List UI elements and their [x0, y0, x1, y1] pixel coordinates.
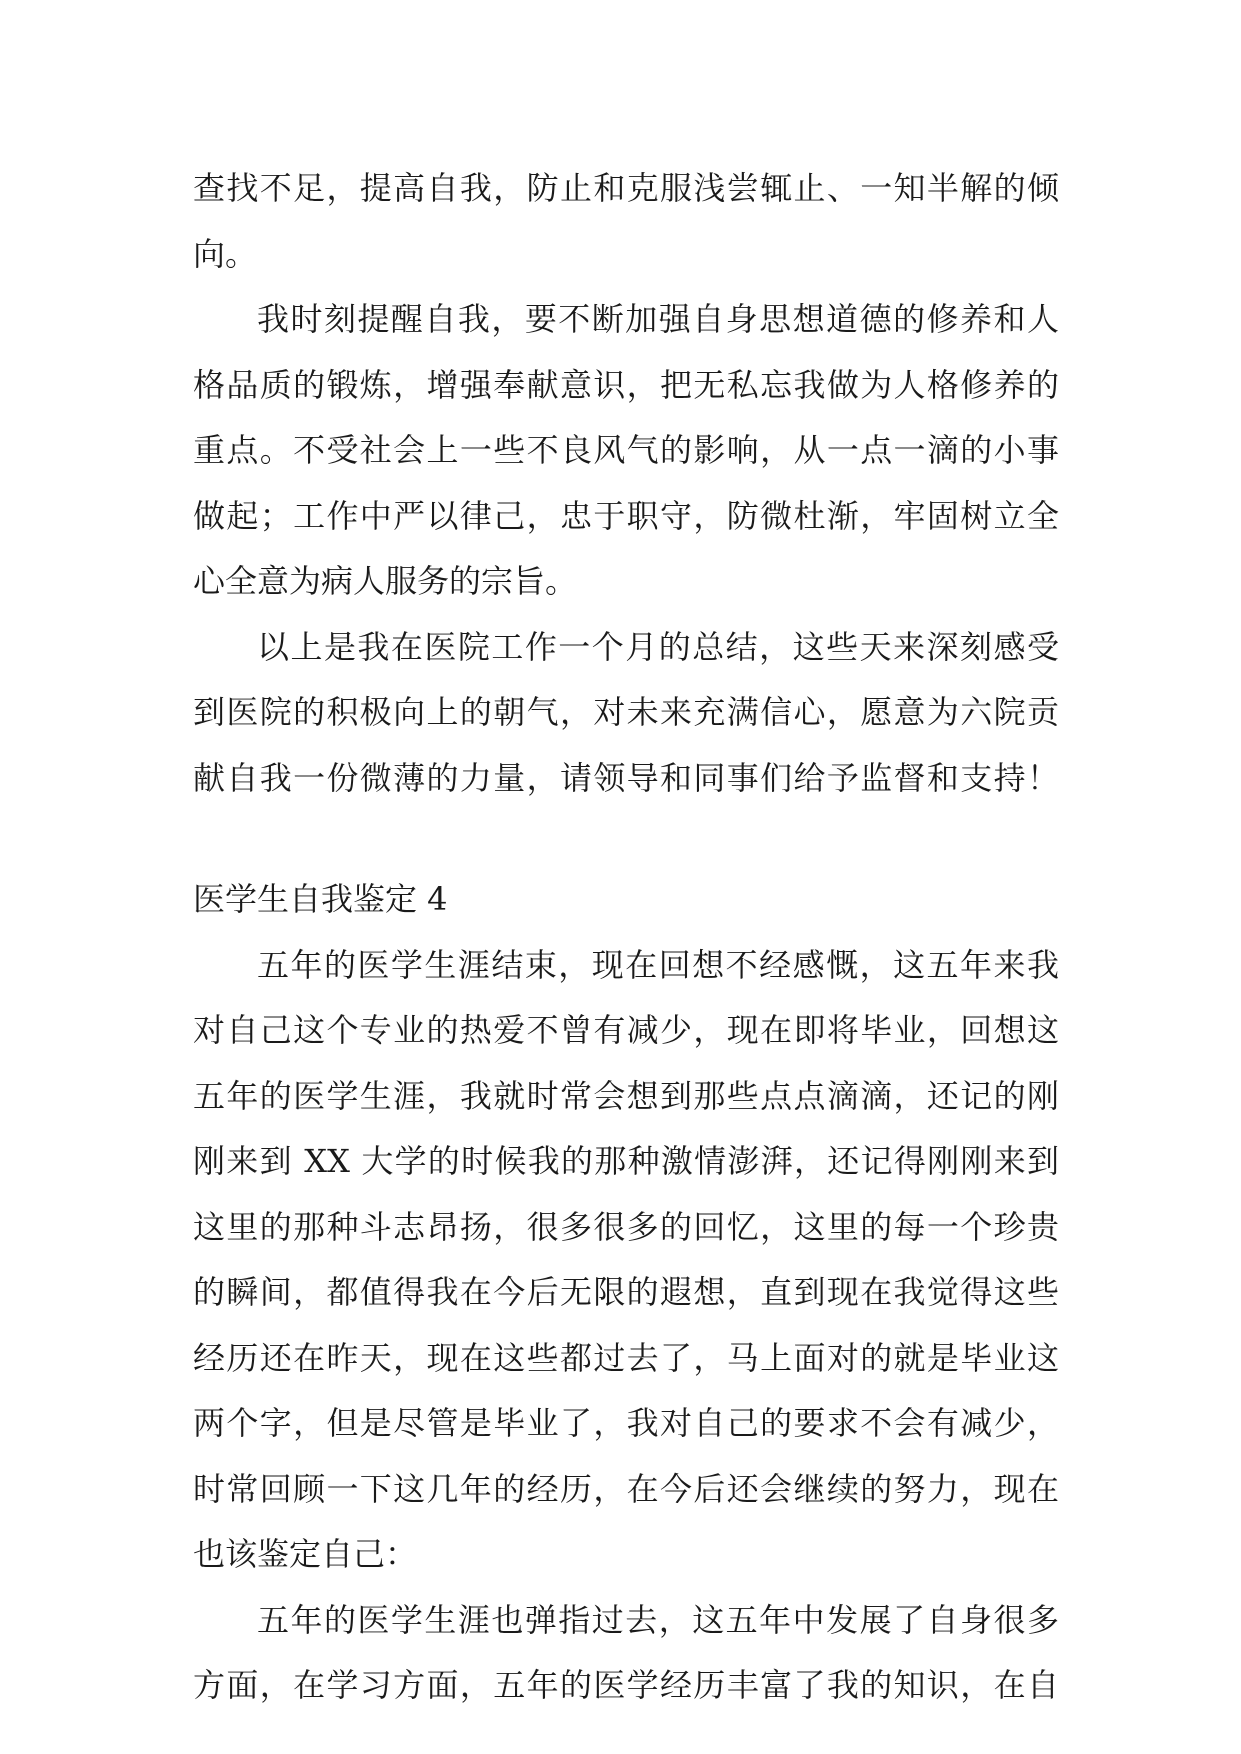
section-heading: 医学生自我鉴定 4: [193, 880, 448, 918]
paragraph: [193, 933, 1059, 1588]
document-body: [193, 156, 1059, 1719]
text-line: 心全意为病人服务的宗旨。: [193, 562, 578, 600]
text-line: 五年的医学生涯结束，现在回想不经感慨，这五年来我: [257, 945, 1059, 984]
paragraph: [193, 1588, 1059, 1719]
text-line: 刚来到 XX 大学的时候我的那种激情澎湃，还记得刚刚来到: [193, 1142, 1059, 1180]
section-spacer: [193, 811, 1059, 867]
text-line: 做起；工作中严以律己，忠于职守，防微杜渐，牢固树立全: [193, 496, 1059, 535]
text-line: 查找不足，提高自我，防止和克服浅尝辄止、一知半解的倾: [193, 169, 1059, 207]
text-line: 五年的医学生涯，我就时常会想到那些点点滴滴，还记的刚: [193, 1076, 1059, 1115]
text-line: 这里的那种斗志昂扬，很多很多的回忆，这里的每一个珍贵: [193, 1207, 1059, 1246]
text-line: 经历还在昨天，现在这些都过去了，马上面对的就是毕业这: [193, 1338, 1059, 1377]
text-line: 格品质的锻炼，增强奉献意识，把无私忘我做为人格修养的: [193, 365, 1059, 404]
paragraph: [193, 615, 1059, 812]
text-line: 五年的医学生涯也弹指过去，这五年中发展了自身很多: [257, 1600, 1059, 1639]
text-line: 我时刻提醒自我，要不断加强自身思想道德的修养和人: [257, 300, 1059, 338]
text-line: 献自我一份微薄的力量，请领导和同事们给予监督和支持！: [193, 758, 1059, 797]
text-line: 重点。不受社会上一些不良风气的影响，从一点一滴的小事: [193, 431, 1059, 469]
text-line: 到医院的积极向上的朝气，对未来充满信心，愿意为六院贡: [193, 693, 1059, 731]
paragraph: [193, 287, 1059, 615]
text-line: 的瞬间，都值得我在今后无限的遐想，直到现在我觉得这些: [193, 1273, 1059, 1311]
text-line: 向。: [193, 234, 258, 273]
text-line: 时常回顾一下这几年的经历，在今后还会继续的努力，现在: [193, 1469, 1059, 1508]
text-line: 也该鉴定自己：: [193, 1535, 418, 1573]
paragraph: [193, 156, 1059, 287]
text-line: 方面，在学习方面，五年的医学经历丰富了我的知识，在自: [193, 1666, 1059, 1704]
text-line: 对自己这个专业的热爱不曾有减少，现在即将毕业，回想这: [193, 1011, 1059, 1049]
text-line: 以上是我在医院工作一个月的总结，这些天来深刻感受: [257, 627, 1059, 666]
text-line: 两个字，但是尽管是毕业了，我对自己的要求不会有减少，: [193, 1404, 1059, 1442]
